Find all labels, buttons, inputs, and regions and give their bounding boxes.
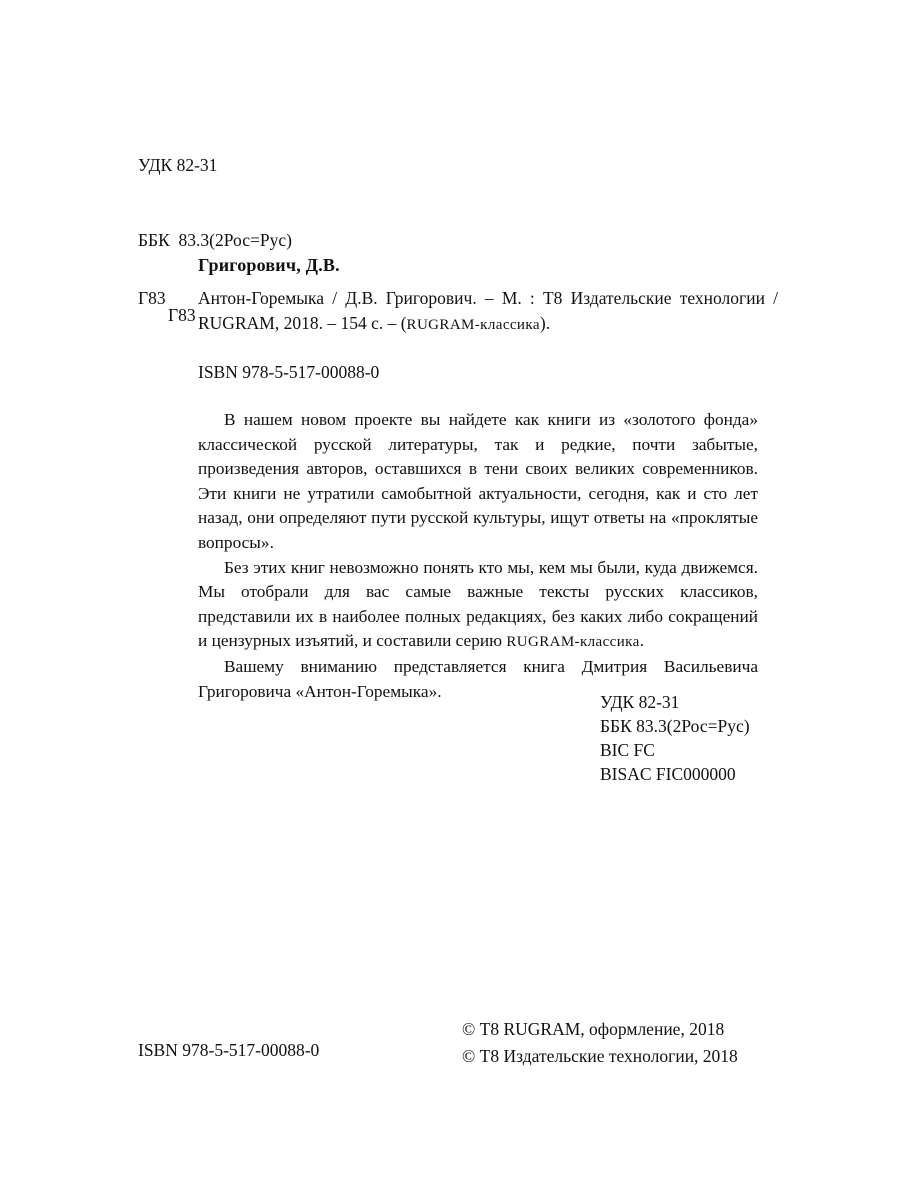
bibliographic-record [138, 255, 778, 338]
shelf-code-record: Г83 [138, 288, 166, 308]
udk-code-bottom: УДК 82-31 [600, 692, 680, 712]
bbk-code-top: ББК 83.3(2Рос=Рус) [138, 230, 292, 250]
shelf-code-top: Г83 [168, 305, 196, 325]
series-name: RUGRAM-классика [406, 317, 540, 333]
udk-code-top: УДК 82-31 [138, 155, 218, 175]
annotation-paragraph-3: Вашему вниманию представляется книга Дмитрия Васильевича Григоровича «Антон-Горемыка». [198, 656, 758, 701]
copyright-line-2: © Т8 Издательские технологии, 2018 [462, 1046, 738, 1066]
bic-code: BIC FC [600, 740, 655, 760]
isbn-main: ISBN 978-5-517-00088-0 [198, 362, 380, 382]
author-name: Григорович, Д.В. [198, 255, 340, 275]
copyright-line-1: © Т8 RUGRAM, оформление, 2018 [462, 1019, 725, 1039]
copyright-block [462, 1016, 738, 1070]
bibliographic-description-text [198, 286, 778, 338]
annotation-series-name: RUGRAM-классика [506, 634, 640, 651]
bbk-code-bottom: ББК 83.3(2Рос=Рус) [600, 716, 750, 736]
classification-bottom-block [600, 690, 750, 786]
annotation-paragraph-2-part-1: Без этих книг невозможно понять кто мы, кем мы были, куда движемся. Мы отобрали для вас самые важные тексты русских классиков, представили их в наиболее полных редакциях, без каких либо сокращений и цензурных изъятий, и составили серию [198, 557, 758, 651]
bisac-code: BISAC FIC000000 [600, 764, 736, 784]
description-part-2: ). [539, 313, 551, 333]
annotation-paragraph-2 [198, 556, 758, 655]
bibliographic-description [138, 286, 778, 338]
annotation-paragraph-2-part-2: . [639, 631, 645, 651]
annotation-text [198, 408, 758, 704]
description-part-1: Антон-Горемыка / Д.В. Григорович. – М. : Т8 Издательские технологии / RUGRAM, 2018. – 154 с. – ( [198, 288, 778, 333]
annotation-paragraph-1: В нашем новом проекте вы найдете как книги из «золотого фонда» классической русской литературы, так и редкие, почти забытые, произведения авторов, оставшихся в тени своих великих современников. Эти книги не утратили самобытной актуальности, сегодня, как и сто лет назад, они определяют пути русской культуры, ищут ответы на «проклятые вопросы». [198, 410, 758, 552]
isbn-bottom: ISBN 978-5-517-00088-0 [138, 1040, 320, 1060]
